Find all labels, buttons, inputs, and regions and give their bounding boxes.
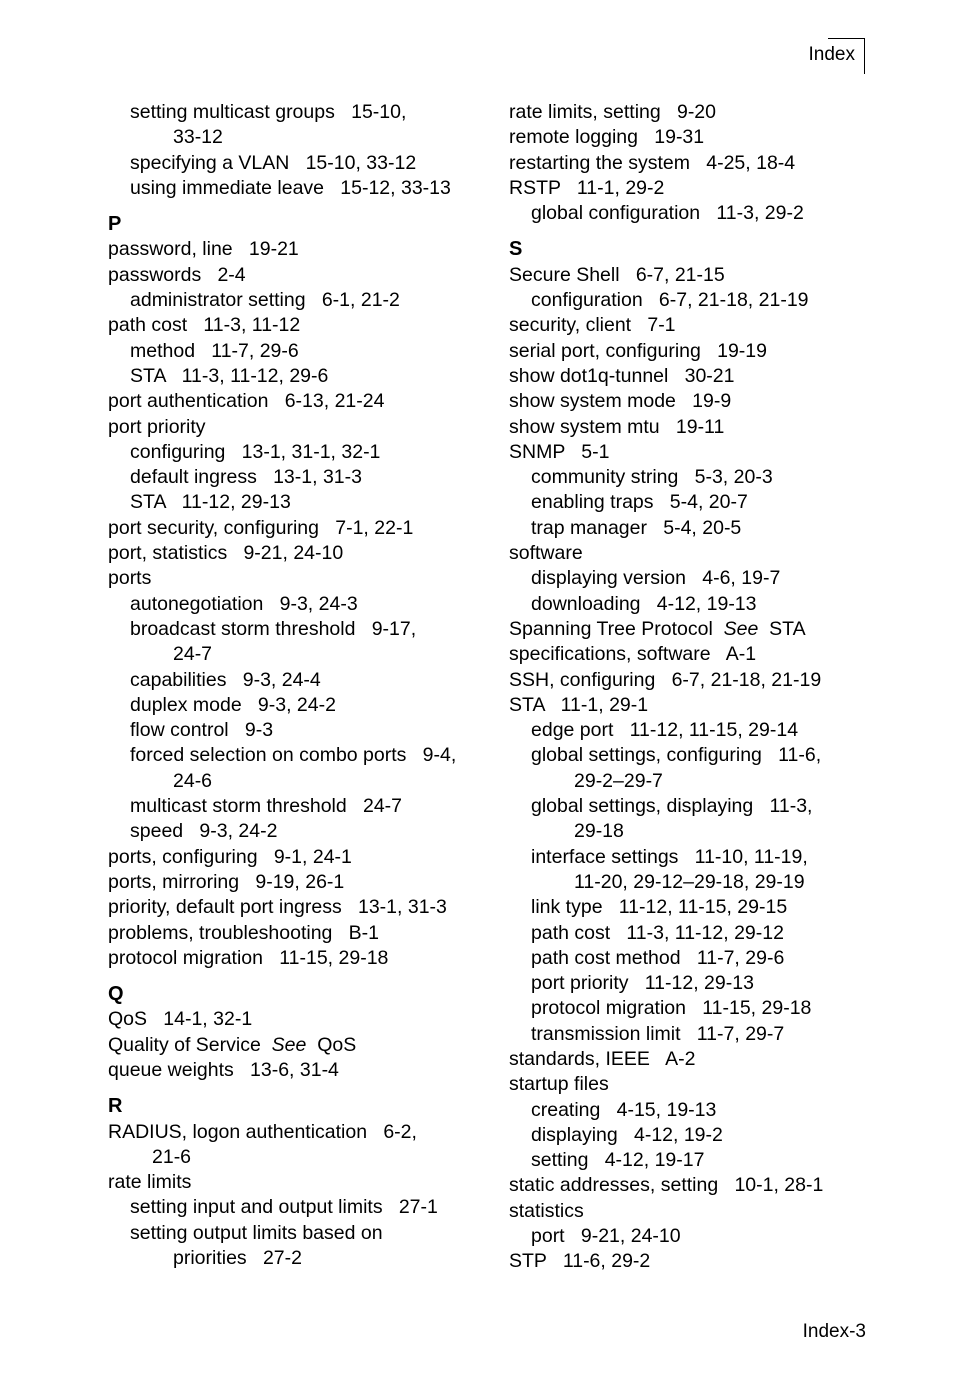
- index-subentry: administrator setting 6-1, 21-2: [130, 289, 400, 312]
- index-entry: port priority: [108, 415, 206, 438]
- index-subentry: global settings, configuring 11-6,: [531, 744, 822, 767]
- index-entry: queue weights 13-6, 31-4: [108, 1058, 339, 1081]
- index-entry: ports: [108, 567, 152, 590]
- index-entry: show system mode 19-9: [509, 390, 732, 413]
- index-entry: remote logging 19-31: [509, 126, 705, 149]
- index-entry: QoS 14-1, 32-1: [108, 1008, 253, 1031]
- index-entry: startup files: [509, 1073, 609, 1096]
- index-subentry: STA 11-12, 29-13: [130, 491, 291, 514]
- index-subentry: path cost 11-3, 11-12, 29-12: [531, 921, 784, 944]
- index-subentry: setting multicast groups 15-10,: [130, 101, 407, 123]
- index-subentry: speed 9-3, 24-2: [130, 820, 278, 843]
- index-entry: priority, default port ingress 13-1, 31-3: [108, 896, 447, 919]
- index-entry: ports, mirroring 9-19, 26-1: [108, 870, 345, 893]
- index-entry: [108, 1033, 488, 1058]
- index-entry: serial port, configuring 19-19: [509, 339, 767, 362]
- index-subentry: link type 11-12, 11-15, 29-15: [531, 896, 788, 919]
- index-subentry: port priority 11-12, 29-13: [531, 972, 754, 995]
- index-subentry: flow control 9-3: [130, 719, 274, 742]
- index-subentry: forced selection on combo ports 9-4,: [130, 744, 457, 767]
- index-subentry: capabilities 9-3, 24-4: [130, 668, 321, 691]
- index-entry: rate limits: [108, 1171, 192, 1194]
- index-section-letter: R: [108, 1095, 123, 1118]
- header-rule-horizontal: [828, 38, 865, 39]
- index-entry: specifications, software A-1: [509, 643, 757, 666]
- index-subentry: default ingress 13-1, 31-3: [130, 466, 362, 489]
- index-entry: Secure Shell 6-7, 21-15: [509, 263, 725, 286]
- index-subentry: creating 4-15, 19-13: [531, 1098, 717, 1121]
- index-subentry: setting 4-12, 19-17: [531, 1149, 705, 1172]
- see-target: QoS: [306, 1033, 357, 1056]
- index-entry: show dot1q-tunnel 30-21: [509, 364, 735, 387]
- index-subentry: configuration 6-7, 21-18, 21-19: [531, 289, 809, 312]
- index-entry: problems, troubleshooting B-1: [108, 921, 379, 944]
- index-entry: SNMP 5-1: [509, 440, 610, 463]
- index-entry: [509, 617, 869, 642]
- index-subentry: 24-6: [173, 769, 213, 792]
- index-subentry: displaying 4-12, 19-2: [531, 1123, 723, 1146]
- index-entry: 21-6: [152, 1145, 192, 1168]
- running-header: Index: [808, 44, 855, 65]
- index-subentry: transmission limit 11-7, 29-7: [531, 1022, 785, 1045]
- index-subentry: 11-20, 29-12–29-18, 29-19: [574, 870, 805, 893]
- index-subentry: broadcast storm threshold 9-17,: [130, 617, 417, 640]
- index-column-right: [509, 100, 869, 1275]
- index-subentry: downloading 4-12, 19-13: [531, 592, 757, 615]
- index-entry: show system mtu 19-11: [509, 415, 725, 438]
- index-subentry: port 9-21, 24-10: [531, 1225, 681, 1248]
- index-subentry: trap manager 5-4, 20-5: [531, 516, 742, 539]
- index-entry: passwords 2-4: [108, 263, 246, 286]
- index-entry: security, client 7-1: [509, 314, 676, 337]
- index-entry: standards, IEEE A-2: [509, 1047, 696, 1070]
- index-entry: password, line 19-21: [108, 238, 299, 261]
- index-subentry: global settings, displaying 11-3,: [531, 795, 813, 818]
- index-entry: rate limits, setting 9-20: [509, 101, 716, 123]
- see-reference: See: [271, 1033, 307, 1056]
- index-entry: statistics: [509, 1199, 584, 1222]
- index-subentry: multicast storm threshold 24-7: [130, 795, 403, 818]
- index-subentry: method 11-7, 29-6: [130, 339, 299, 362]
- entry-term: Quality of Service: [108, 1033, 272, 1056]
- index-subentry: priorities 27-2: [173, 1247, 302, 1270]
- index-subentry: 33-12: [173, 126, 223, 149]
- index-subentry: configuring 13-1, 31-1, 32-1: [130, 440, 381, 463]
- index-subentry: duplex mode 9-3, 24-2: [130, 693, 336, 716]
- header-rule-vertical: [864, 38, 865, 74]
- index-entry: SSH, configuring 6-7, 21-18, 21-19: [509, 668, 822, 691]
- index-entry: RADIUS, logon authentication 6-2,: [108, 1120, 417, 1143]
- index-entry: protocol migration 11-15, 29-18: [108, 946, 389, 969]
- see-reference: See: [723, 617, 759, 640]
- index-entry: path cost 11-3, 11-12: [108, 314, 301, 337]
- index-column-left: [108, 100, 488, 1271]
- page-number: Index-3: [802, 1321, 866, 1342]
- index-subentry: community string 5-3, 20-3: [531, 466, 773, 489]
- index-subentry: 29-18: [574, 820, 624, 843]
- index-section-letter: S: [509, 238, 523, 261]
- index-subentry: 24-7: [173, 643, 213, 666]
- index-entry: static addresses, setting 10-1, 28-1: [509, 1174, 824, 1197]
- index-subentry: global configuration 11-3, 29-2: [531, 202, 804, 225]
- index-entry: RSTP 11-1, 29-2: [509, 176, 665, 199]
- index-subentry: enabling traps 5-4, 20-7: [531, 491, 748, 514]
- index-subentry: path cost method 11-7, 29-6: [531, 946, 785, 969]
- index-subentry: specifying a VLAN 15-10, 33-12: [130, 151, 417, 174]
- index-subentry: interface settings 11-10, 11-19,: [531, 845, 808, 868]
- index-subentry: autonegotiation 9-3, 24-3: [130, 592, 358, 615]
- index-subentry: displaying version 4-6, 19-7: [531, 567, 781, 590]
- index-subentry: using immediate leave 15-12, 33-13: [130, 176, 451, 199]
- see-target: STA: [758, 617, 806, 640]
- index-entry: restarting the system 4-25, 18-4: [509, 151, 796, 174]
- index-subentry: setting output limits based on: [130, 1221, 383, 1244]
- index-subentry: protocol migration 11-15, 29-18: [531, 997, 812, 1020]
- index-section-letter: Q: [108, 983, 124, 1006]
- index-section-letter: P: [108, 213, 122, 236]
- index-entry: STA 11-1, 29-1: [509, 693, 649, 716]
- index-subentry: edge port 11-12, 11-15, 29-14: [531, 719, 799, 742]
- index-entry: port authentication 6-13, 21-24: [108, 390, 385, 413]
- index-subentry: 29-2–29-7: [574, 769, 663, 792]
- index-entry: software: [509, 542, 583, 565]
- index-subentry: setting input and output limits 27-1: [130, 1196, 438, 1219]
- index-entry: STP 11-6, 29-2: [509, 1250, 651, 1273]
- index-entry: ports, configuring 9-1, 24-1: [108, 845, 352, 868]
- index-entry: port security, configuring 7-1, 22-1: [108, 516, 414, 539]
- index-entry: port, statistics 9-21, 24-10: [108, 542, 344, 565]
- entry-term: Spanning Tree Protocol: [509, 617, 724, 640]
- index-subentry: STA 11-3, 11-12, 29-6: [130, 364, 329, 387]
